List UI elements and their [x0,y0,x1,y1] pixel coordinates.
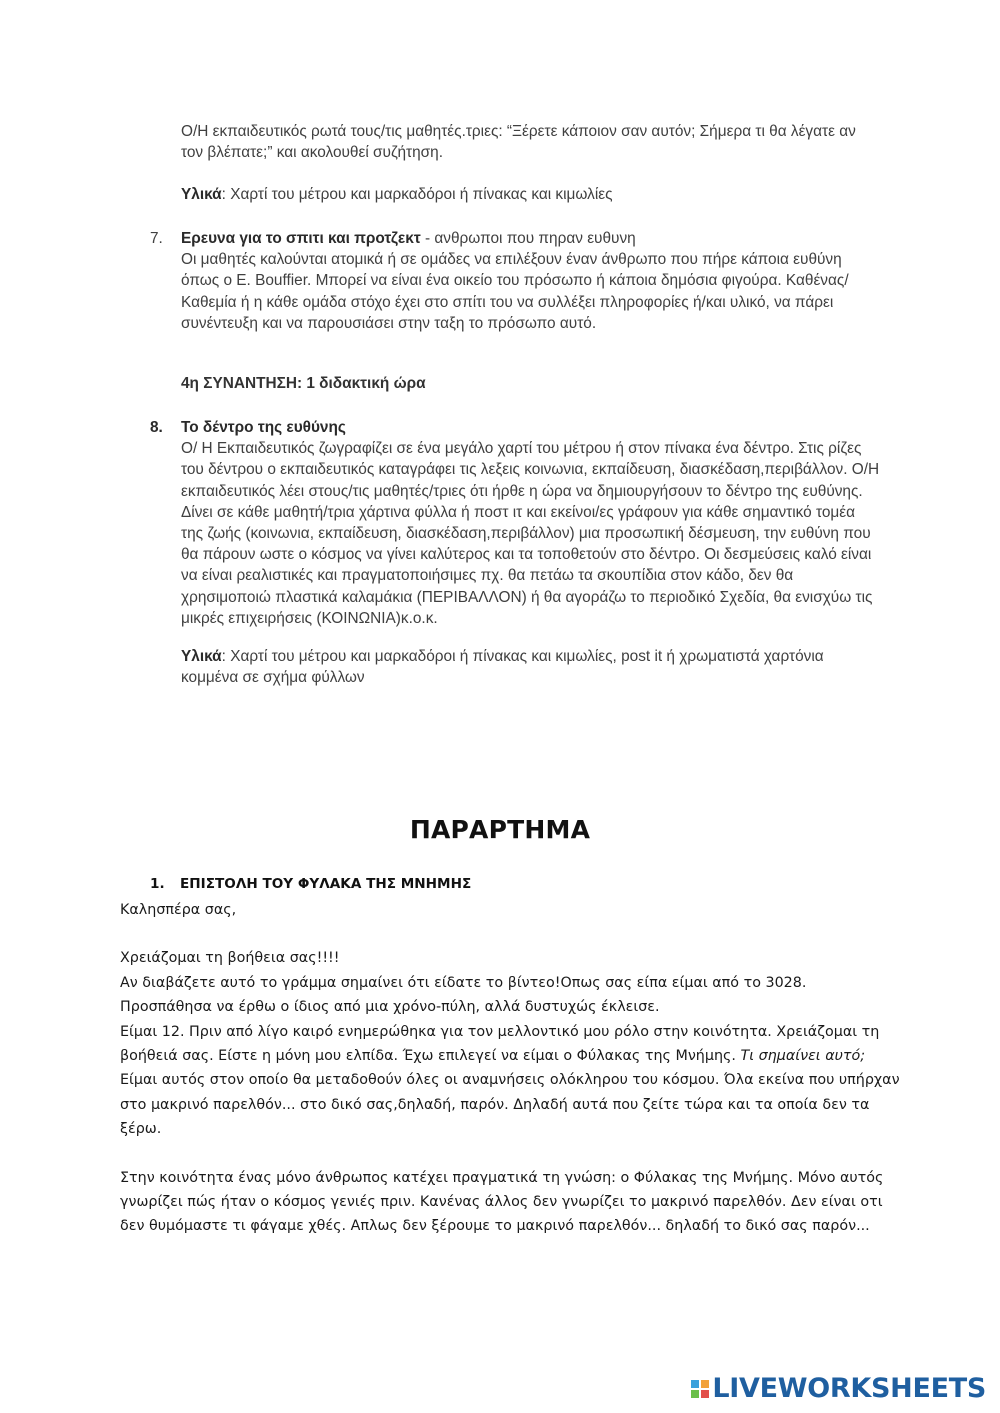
letter-greeting: Καλησπέρα σας, [120,902,237,918]
meeting-4-heading: 4η ΣΥΝΑΝΤΗΣΗ: 1 διδακτική ώρα [181,375,426,392]
item-8-number: 8. [150,419,163,436]
letter-body [120,898,900,1239]
liveworksheets-logo [691,1373,986,1404]
item-7-subtitle: - ανθρωποι που πηραν ευθυνη [420,230,636,247]
letter-paragraph: Αν διαβάζετε αυτό το γράμμα σημαίνει ότι είδατε το βίντεο!Οπως σας είπα είμαι από το 3028. [120,974,807,991]
item-7-title: Ερευνα για το σπιτι και προτζεκτ [181,230,421,247]
letter-text: Είμαι αυτός στον οποίο θα μεταδοθούν όλες οι αναμνήσεις ολόκληρου του κόσμου. Όλα εκείνα που υπήρχαν στο μακρινό παρελθόν... στο δικό σας,δηλαδή, παρόν. Δηλαδή αυτά που ζείτε τώρα και τα οποία δεν τα ξέρω. [120,1072,900,1138]
item-7-block [181,228,881,334]
item-7-heading [181,228,881,249]
item-7-number: 7. [150,230,163,247]
letter-paragraph: Προσπάθησα να έρθω ο ίδιος από μια χρόνο-πύλη, αλλά δυστυχώς έκλεισε. [120,999,660,1016]
appendix-title: ΠΑΡΑΡΤΗΜΑ [409,815,591,844]
appendix-item-title: ΕΠΙΣΤΟΛΗ ΤΟΥ ΦΥΛΑΚΑ ΤΗΣ ΜΝΗΜΗΣ [180,876,472,892]
intro-text: Ο/Η εκπαιδευτικός ρωτά τους/τις μαθητές.τριες: “Ξέρετε κάποιον σαν αυτόν; Σήμερα τι θα λέγατε αν τον βλέπατε;” και ακολουθεί συζήτηση. [181,123,856,162]
logo-text: LIVEWORKSHEETS [712,1373,986,1404]
letter-text: Είμαι 12. Πριν από λίγο καιρό ενημερώθηκα για τον μελλοντικό μου ρόλο στην κοινότητα. Χρειάζομαι τη βοήθειά σας. Είστε η μόνη μου ελπίδα. Έχω επιλεγεί να είμαι ο Φύλακας της Μνήμης. [120,1023,880,1065]
appendix-item-number: 1. [150,876,165,892]
letter-paragraph [120,1020,900,1142]
item-8-title: Το δέντρο της ευθύνης [181,419,346,436]
materials-text: : Χαρτί του μέτρου και μαρκαδόροι ή πίνακας και κιμωλίες, post it ή χρωματιστά χαρτόνια κομμένα σε σχήμα φύλλων [181,648,824,687]
materials-label: Υλικά [181,648,222,666]
intro-block [181,121,881,206]
letter-italic-question: Τι σημαίνει αυτό; [740,1048,866,1065]
appendix-item-heading [150,876,471,892]
logo-blocks-icon [691,1380,709,1398]
letter-paragraph: Στην κοινότητα ένας μόνο άνθρωπος κατέχει πραγματικά τη γνώση: ο Φύλακας της Μνήμης. Μόνο αυτός γνωρίζει πώς ήταν ο κόσμος γενιές πριν. Κανένας άλλος δεν γνωρίζει το μακρινό παρελθόν. Δεν είναι οτι δεν θυμόμαστε τι φάγαμε χθές. Απλως δεν ξέρουμε το μακρινό παρελθόν... δηλαδή το δικό σας παρόν... [120,1169,884,1235]
item-8-body: Ο/ Η Εκπαιδευτικός ζωγραφίζει σε ένα μεγάλο χαρτί του μέτρου ή στον πίνακα ένα δέντρο. Στις ρίζες του δέντρου ο εκπαιδευτικός καταγράφει τις λεξεις κοινωνια, εκπαίδευση, διασκέδαση,περιβάλλον. Ο/Η εκπαιδευτικός λέει στους/τις μαθητές/τριες ότι ήρθε η ώρα να δημιουργήσουν το δέντρο της ευθύνης. Δίνει σε κάθε μαθητή/τρια χάρτινα φύλλα ή ποστ ιτ και εκείνοι/ες γράφουν για κάθε σημαντικό τομέα της ζωής (κοινωνια, εκπαίδευση, διασκέδαση,περιβάλλον) μια προσωπική δέσμευση, την ευθύνη που θα πάρουν ωστε ο κόσμος να γίνει καλύτερος και τα τοποθετούν στο δέντρο. Οι δεσμεύσεις καλό είναι να είναι ρεαλιστικές και πραγματοποιήσιμες πχ. θα πετάω τα σκουπίδια στον κάδο, δεν θα χρησιμοποιώ πλαστικά καλαμάκια (ΠΕΡΙΒΑΛΛΟΝ) ή θα αγοράζω το περιοδικό Σχεδία, θα ενισχύω τις μικρές επιχειρήσεις (ΚΟΙΝΩΝΙΑ)κ.ο.κ. [181,440,880,627]
letter-paragraph: Χρειάζομαι τη βοήθεια σας!!!! [120,950,340,967]
materials-text: : Χαρτί του μέτρου και μαρκαδόροι ή πίνακας και κιμωλίες [221,186,613,204]
materials-label: Υλικά [181,186,222,204]
item-7-body: Οι μαθητές καλούνται ατομικά ή σε ομάδες να επιλέξουν έναν άνθρωπο που πήρε κάποια ευθύνη όπως ο E. Bouffier. Μπορεί να είναι ένα οικείο του πρόσωπο ή κάποια δημόσια φιγούρα. Καθένας/Καθεμία ή η κάθε ομάδα στόχο έχει στο σπίτι του να συλλέξει πληροφορίες ή/και υλικό, να πάρει συνέντευξη και να παρουσιάσει στην ταξη το πρόσωπο αυτό. [181,251,849,332]
item-8-block [181,417,881,688]
item-8-materials [181,646,881,688]
intro-materials [181,184,881,205]
